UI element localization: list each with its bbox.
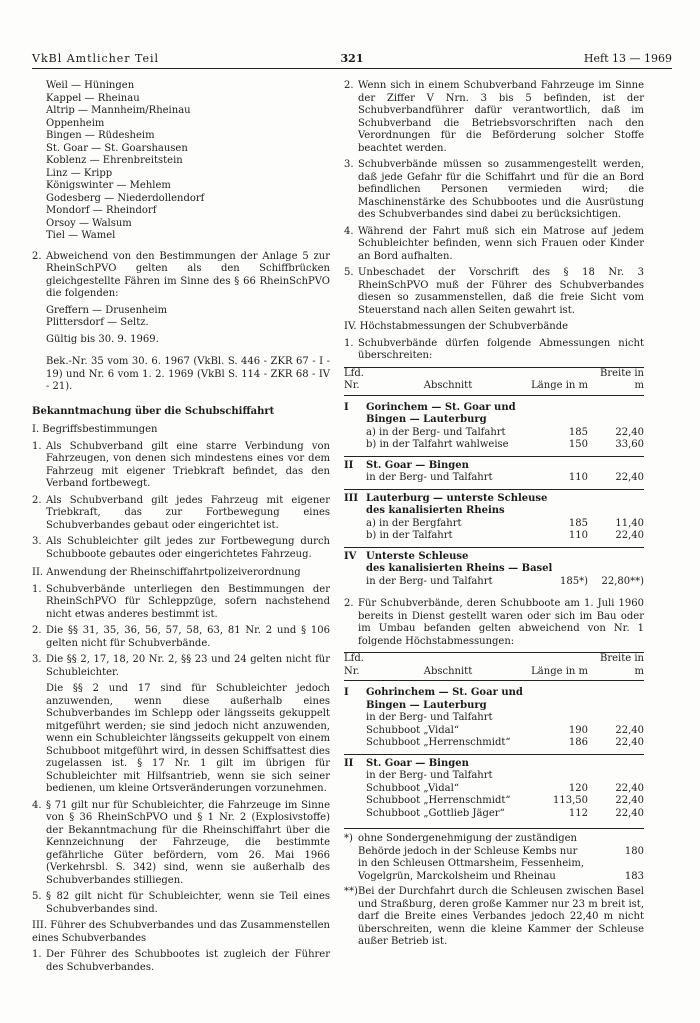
table-row: Schubboot „Herrenschmidt“ 113,50 22,40: [366, 795, 644, 806]
table-row: a) in der Bergfahrt 185 11,40: [366, 517, 644, 529]
list-item: 2. Als Schubverband gilt jedes Fahrzeug mit eigener Triebkraft, das zur Fortbewegung eines Schubverbandes gebaut oder eingerichtet ist.: [32, 494, 330, 531]
header-rule: [32, 68, 672, 69]
list-item: 5. § 82 gilt nicht für Schubleichter, wenn sie Teil eines Schubverbandes sind.: [32, 891, 330, 915]
list-item: 4. § 71 gilt nur für Schubleichter, die Fahrzeuge im Sinne von § 36 RheinSchPVO und § 1 Nr. 2 (Explosivstoffe) der Bekanntmachung für die Rheinschiffahrt über die Kennzeichnung der Fahrzeuge, die bestimmte gefährliche Güter befördern, vom 26. Mai 1966 (Verkehrsbl. S. 342) sind, wenn sie außerhalb des Schubverbandes stilliegen.: [32, 799, 330, 886]
journal-title: VkBl Amtlicher Teil: [32, 52, 160, 65]
list-item: Greffern — Drusenheim: [46, 304, 168, 316]
list-item: Bingen — Rüdesheim: [46, 130, 155, 141]
validity-note: Gültig bis 30. 9. 1969.: [46, 333, 159, 345]
list-item: Godesberg — Niederdollendorf: [46, 192, 205, 204]
list-item: Orsoy — Walsum: [46, 217, 132, 229]
list-item: Altrip — Mannheim/Rheinau: [46, 105, 191, 116]
list-III: [32, 949, 330, 974]
table-row: Schubboot „Vidal“ 190 22,40: [366, 724, 644, 736]
heading-I: I. Begriffsbestimmungen: [32, 424, 158, 435]
page-number: 321: [340, 52, 364, 65]
right-column: [344, 80, 644, 952]
list-item: 5. Unbeschadet der Vorschrift des § 18 Nr. 3 RheinSchPVO muß der Führer des Schubverbandes diesen so zusammenstellen, daß die freie Sicht vom Steuerstand nach allen Seiten gewahrt ist.: [344, 267, 644, 316]
list-item: Weil — Hüningen: [46, 80, 135, 91]
dimensions-table-2: [344, 652, 644, 824]
dimensions-table-1: [344, 367, 644, 593]
heading-II: II. Anwendung der Rheinschiffahrtpolizeiverordnung: [32, 567, 301, 578]
paragraph-IV-1: 1. Schubverbände dürfen folgende Abmessungen nicht überschreiten:: [344, 337, 644, 361]
list-item: 4. Während der Fahrt muß sich ein Matrose auf jedem Schubleichter befinden, wenn sich Frauen oder Kinder an Bord aufhalten.: [344, 225, 644, 262]
ferry-list-2: [32, 305, 330, 330]
list-item: 1. Schubverbände unterliegen den Bestimmungen der RheinSchPVO für Schleppzüge, sofern nachstehend nicht etwas anderes bestimmt ist.: [32, 583, 330, 620]
footnote-line: Behörde jedoch in der Schleuse Kembs nur 180: [358, 845, 644, 857]
table-row: Schubboot „Gottlieb Jäger“ 112 22,40: [366, 807, 644, 819]
table-row: b) in der Talfahrt 110 22,40: [366, 530, 644, 541]
issue-label: Heft 13 — 1969: [583, 52, 672, 65]
list-item: 1. Der Führer des Schubbootes ist zugleich der Führer des Schubverbandes.: [32, 949, 330, 973]
list-item: Mondorf — Rheindorf: [46, 205, 157, 216]
table-row: II St. Goar — Bingen: [344, 757, 469, 769]
footnote-line: in den Schleusen Ottmarsheim, Fessenheim,: [358, 858, 585, 869]
list-item: 3. Als Schubleichter gilt jedes zur Fortbewegung durch Schubboote gebautes oder eingerichtetes Fahrzeug.: [32, 536, 330, 560]
list-item: Linz — Kripp: [46, 167, 113, 179]
list-item: 1. Als Schubverband gilt eine starre Verbindung von Fahrzeugen, von denen sich mindestens eines vor dem Fahrzeug mit eigener Triebkraft befindet, das den Verband fortbewegt.: [32, 440, 330, 489]
paragraph-II-3b: Die §§ 2 und 17 sind für Schubleichter jedoch anzuwenden, wenn diese außerhalb eines Schubverbandes im Schlepp oder längsseits gekuppelt mitgeführt werden; sie sind jedoch nicht anzuwenden, wenn ein Schubleichter längsseits gekuppelt von einem Schubboot mitgeführt wird, in dessen Schiffsattest dies zugelassen ist. § 17 Nr. 1 gilt im übrigen für Schubleichter mit Hilfsantrieb, wenn sie sich seiner bedienen, um kleine Ortsveränderungen vorzunehmen.: [46, 683, 330, 794]
list-item: Königswinter — Mehlem: [46, 180, 171, 191]
list-II: [32, 584, 330, 680]
list-item: Koblenz — Ehrenbreitstein: [46, 155, 183, 166]
heading-IV: IV. Höchstabmessungen der Schubverbände: [344, 321, 569, 332]
footnote-2: **) Bei der Durchfahrt durch die Schleusen zwischen Basel und Straßburg, deren große Kammer nur 23 m breit ist, darf die Breite eines Verbandes jedoch 22,40 m nicht überschreiten, wenn die kleine Kammer der Schleuse außer Betrieb ist.: [344, 886, 644, 947]
table-row: in der Berg- und Talfahrt: [366, 770, 493, 781]
table-row: II St. Goar — Bingen: [344, 459, 469, 471]
table-row: I Gorinchem — St. Goar und Bingen — Lauterburg: [344, 401, 516, 425]
list-III-cont: [344, 80, 644, 317]
paragraph-IV-2: 2. Für Schubverbände, deren Schubboote am 1. Juli 1960 bereits in Dienst gestellt waren oder sich im Bau oder im Umbau befanden gelten abweichend von Nr. 1 folgende Höchstabmessungen:: [344, 598, 644, 647]
list-item: Oppenheim: [46, 117, 105, 129]
footnote-line: Vogelgrün, Marckolsheim und Rheinau 183: [358, 870, 644, 882]
list-I: [32, 441, 330, 562]
left-column: [32, 80, 330, 978]
table-row: III Lauterburg — unterste Schleuse des kanalisierten Rheins: [344, 492, 548, 516]
table-row: I Gohrinchem — St. Goar und Bingen — Lauterburg: [344, 687, 523, 711]
list-item: Plittersdorf — Seltz.: [46, 317, 149, 328]
list-item: 3. Die §§ 2, 17, 18, 20 Nr. 2, §§ 23 und 24 gelten nicht für Schubleichter.: [32, 654, 330, 678]
ferry-list: [32, 80, 330, 243]
table-row: Schubboot „Vidal“ 120 22,40: [366, 782, 644, 794]
table-row: b) in der Talfahrt wahlweise 150 33,60: [366, 439, 644, 450]
table-row: IV Unterste Schleuse des kanalisierten Rheins — Basel: [344, 550, 553, 574]
page-header: [32, 52, 672, 68]
list-II-cont: [32, 800, 330, 917]
footnote-line: ohne Sondergenehmigung der zuständigen: [358, 833, 577, 844]
list-item: Kappel — Rheinau: [46, 92, 140, 104]
table-row: in der Berg- und Talfahrt: [366, 712, 493, 723]
list-item: St. Goar — St. Goarshausen: [46, 142, 188, 154]
table-header: Lfd. Nr. Abschnitt Länge in m Breite in m: [344, 367, 644, 395]
table-row: in der Berg- und Talfahrt 110 22,40: [366, 472, 644, 483]
table-row: in der Berg- und Talfahrt 185*) 22,80**): [366, 575, 644, 587]
list-item: Tiel — Wamel: [46, 230, 116, 241]
table-header: Lfd. Nr. Abschnitt Länge in m Breite in m: [344, 653, 644, 681]
list-item: 2. Die §§ 31, 35, 36, 56, 57, 58, 63, 81 Nr. 2 und § 106 gelten nicht für Schubverbände.: [32, 625, 330, 649]
footnote-1: *) ohne Sondergenehmigung der zuständigen Behörde jedoch in der Schleuse Kembs nur 180 in den Schleusen Ottmarsheim, Fessenheim, Vogelgrün, Marckolsheim und Rheinau 183: [344, 833, 644, 882]
section-title: Bekanntmachung über die Schubschiffahrt: [32, 405, 275, 417]
table-row: a) in der Berg- und Talfahrt 185 22,40: [366, 426, 644, 438]
list-item: 3. Schubverbände müssen so zusammengestellt werden, daß jede Gefahr für die Schiffahrt und für die an Bord befindlichen Personen vermieden wird; die Maschinenstärke des Schubbootes und die Ausrüstung des Schubverbandes sind dabei zu berücksichtigen.: [344, 159, 644, 220]
list-item: 2. Wenn sich in einem Schubverband Fahrzeuge im Sinne der Ziffer V Nrn. 3 bis 5 befinden, ist der Schubverbandführer dafür verantwortlich, daß im Schubverband die Betriebsvorschriften nach den Verordnungen für die Beförderung solcher Stoffe beachtet werden.: [344, 80, 644, 154]
paragraph-2: 2. Abweichend von den Bestimmungen der Anlage 5 zur RheinSchPVO gelten als den Schiffbrücken gleichgestellte Fähren im Sinne des § 66 RheinSchPVO die folgenden:: [32, 250, 330, 299]
reference-note: Bek.-Nr. 35 vom 30. 6. 1967 (VkBl. S. 446 - ZKR 67 - I - 19) und Nr. 6 vom 1. 2. 1969 (VkBl S. 114 - ZKR 68 - IV - 21).: [46, 356, 330, 392]
heading-III: III. Führer des Schubverbandes und das Zusammenstellen eines Schubverbandes: [32, 920, 330, 944]
footnote-rule: [344, 828, 644, 829]
table-row: Schubboot „Herrenschmidt“ 186 22,40: [366, 737, 644, 748]
